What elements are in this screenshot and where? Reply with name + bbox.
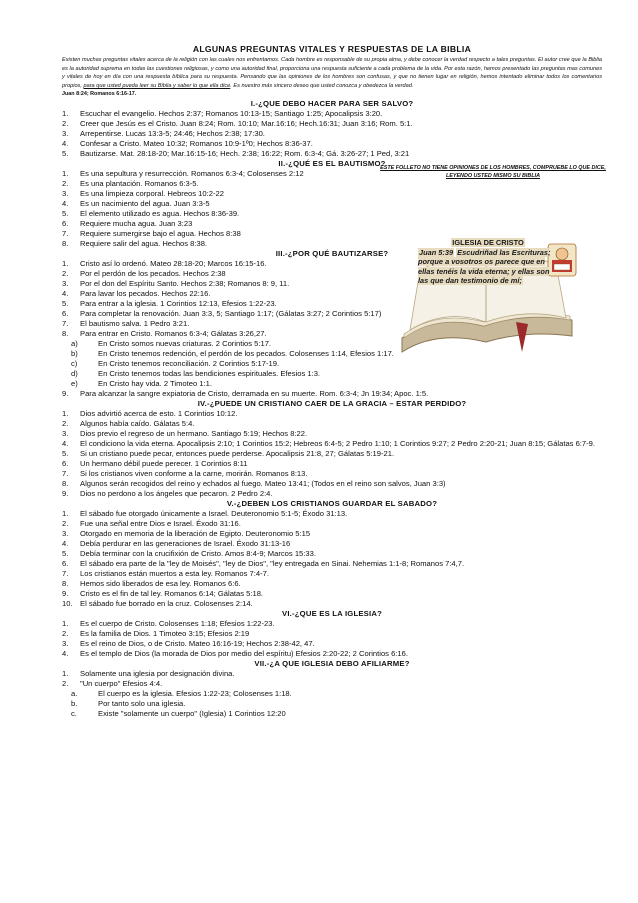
list-item-text: Dios advirtió acerca de esto. 1 Corintios 10:12. xyxy=(80,409,238,419)
list-item-number: 7. xyxy=(62,319,69,329)
list-item xyxy=(62,109,602,119)
list-item-number: 5. xyxy=(62,209,69,219)
list-item-number: 2. xyxy=(62,629,69,639)
list-item-number: 9. xyxy=(62,489,69,499)
list-item xyxy=(62,679,602,689)
list-item-number: 4. xyxy=(62,199,69,209)
list-item-text: Para entrar a la iglesia. 1 Corintios 12:13, Efesios 1:22-23. xyxy=(80,299,277,309)
list-item xyxy=(62,579,602,589)
list-item-text: Cristo es el fin de tal ley. Romanos 6:14; Gálatas 5:18. xyxy=(80,589,264,599)
list-item xyxy=(62,709,602,719)
list-item-number: 2. xyxy=(62,119,69,129)
list-item-text: Los cristianos están muertos a esta ley. Romanos 7:4-7. xyxy=(80,569,269,579)
list-item-text: Por el don del Espíritu Santo. Hechos 2:38; Romanos 8: 9, 11. xyxy=(80,279,290,289)
list-item-number: 1. xyxy=(62,509,69,519)
list-item-number: 4. xyxy=(62,289,69,299)
list-item-text: Solamente una iglesia por designación divina. xyxy=(80,669,235,679)
list-item xyxy=(62,489,602,499)
section-heading: II.-¿QUÉ ES EL BAUTISMO? xyxy=(278,159,386,169)
list-item xyxy=(62,619,602,629)
list-item-text: Un hermano débil puede perecer. 1 Corintios 8:11 xyxy=(80,459,248,469)
image-verse: Juan 5:39 Escudriñad las Escrituras; porque a vosotros os parece que en ellas tenéis la vida eterna; y ellas son las que dan testimonio de mí; xyxy=(418,247,551,286)
list-item-text: Para alcanzar la sangre expiatoria de Cristo, derramada en su muerte. Rom. 6:3-4; Jn 19:34; Apoc. 1:5. xyxy=(80,389,429,399)
list-item xyxy=(62,119,602,129)
list-item-text: Requiere sumergirse bajo el agua. Hechos 8:38 xyxy=(80,229,241,239)
list-item xyxy=(62,569,602,579)
list-item xyxy=(62,549,602,559)
list-item-text: En Cristo tenemos todas las bendiciones espirituales. Efesios 1:3. xyxy=(98,369,321,379)
list-item-number: 4. xyxy=(62,649,69,659)
list-item-number: 5. xyxy=(62,549,69,559)
list-item-text: Si los cristianos viven conforme a la carne, morirán. Romanos 8:13. xyxy=(80,469,308,479)
sections-list xyxy=(62,99,602,719)
list-item xyxy=(62,419,602,429)
list-item-number: 6. xyxy=(62,459,69,469)
section-heading: VII.-¿A QUE IGLESIA DEBO AFILIARME? xyxy=(254,659,410,669)
list-item-text: Escuchar el evangelio. Hechos 2:37; Romanos 10:13-15; Santiago 1:25; Apocalipsis 3:20. xyxy=(80,109,383,119)
list-item-number: 4. xyxy=(62,139,69,149)
list-item-number: 4. xyxy=(62,539,69,549)
list-item xyxy=(62,429,602,439)
list-item-number: 8. xyxy=(62,579,69,589)
list-item xyxy=(62,409,602,419)
list-item-text: El sábado era parte de la "ley de Moisés", "ley de Dios", "ley entregada en Sinai. Nehemias 1:1-8; Romanos 7:4,7. xyxy=(80,559,465,569)
list-item-text: Es una limpieza corporal. Hebreos 10:2-22 xyxy=(80,189,224,199)
list-item xyxy=(62,389,602,399)
list-item-number: b. xyxy=(71,699,78,709)
bible-image-text xyxy=(418,238,558,286)
list-item xyxy=(62,179,602,189)
list-item-number: 7. xyxy=(62,569,69,579)
list-item xyxy=(62,559,602,569)
list-item xyxy=(62,599,602,609)
list-item xyxy=(62,639,602,649)
list-item-number: 10. xyxy=(62,599,73,609)
list-item-number: 6. xyxy=(62,219,69,229)
list-item-number: 1. xyxy=(62,409,69,419)
bible-note: ESTE FOLLETO NO TIENE OPINIONES DE LOS HOMBRES, COMPRUEBE LO QUE DICE, LEYENDO USTED MISMO SU BIBLIA xyxy=(380,165,606,179)
list-item-text: Para lavar los pecados. Hechos 22:16. xyxy=(80,289,211,299)
list-item-text: Para entrar en Cristo. Romanos 6:3-4; Gálatas 3:26,27. xyxy=(80,329,267,339)
list-item-text: El sábado fue borrado en la cruz. Colosenses 2:14. xyxy=(80,599,253,609)
list-item-number: 1. xyxy=(62,169,69,179)
list-item-number: e) xyxy=(71,379,78,389)
list-item-number: c. xyxy=(71,709,77,719)
list-item-number: 3. xyxy=(62,129,69,139)
section-heading: III.-¿POR QUÉ BAUTIZARSE? xyxy=(275,249,389,259)
list-item-text: Requiere salir del agua. Hechos 8:38. xyxy=(80,239,208,249)
list-item xyxy=(62,369,602,379)
document-page xyxy=(62,44,602,719)
list-item xyxy=(62,589,602,599)
list-item-text: El elemento utilizado es agua. Hechos 8:36-39. xyxy=(80,209,240,219)
list-item-text: Es el cuerpo de Cristo. Colosenses 1:18; Efesios 1:22-23. xyxy=(80,619,275,629)
list-item-number: d) xyxy=(71,369,78,379)
list-item-text: Para completar la renovación. Juan 3:3, 5; Santiago 1:17; (Gálatas 3:27; 2 Corintios 5:17) xyxy=(80,309,382,319)
list-item-text: Por tanto solo una iglesia. xyxy=(98,699,186,709)
list-item xyxy=(62,479,602,489)
list-item-number: 2. xyxy=(62,519,69,529)
list-item-text: Cristo así lo ordenó. Mateo 28:18-20; Marcos 16:15-16. xyxy=(80,259,267,269)
list-item xyxy=(62,539,602,549)
list-item-number: 3. xyxy=(62,639,69,649)
section-heading: V.-¿DEBEN LOS CRISTIANOS GUARDAR EL SABADO? xyxy=(226,499,438,509)
list-item xyxy=(62,359,602,369)
list-item xyxy=(62,459,602,469)
list-item-number: 8. xyxy=(62,479,69,489)
list-item-text: Es un nacimiento del agua. Juan 3:3-5 xyxy=(80,199,210,209)
list-item-text: Por el perdón de los pecados. Hechos 2:38 xyxy=(80,269,226,279)
list-item-number: 6. xyxy=(62,559,69,569)
list-item-text: En Cristo hay vida. 2 Timoteo 1:1. xyxy=(98,379,212,389)
list-item-text: Debía terminar con la crucifixión de Cristo. Amos 8:4-9; Marcos 15:33. xyxy=(80,549,316,559)
list-item-number: 5. xyxy=(62,149,69,159)
list-item xyxy=(62,219,602,229)
section-heading: IV.-¿PUEDE UN CRISTIANO CAER DE LA GRACIA – ESTAR PERDIDO? xyxy=(197,399,467,409)
list-item xyxy=(62,199,602,209)
intro-paragraph xyxy=(62,56,602,90)
list-item xyxy=(62,139,602,149)
list-item xyxy=(62,669,602,679)
list-item-text: Fue una señal entre Dios e Israel. Éxodo 31:16. xyxy=(80,519,241,529)
list-item-number: 2. xyxy=(62,679,69,689)
list-item xyxy=(62,439,602,449)
list-item xyxy=(62,149,602,159)
list-item xyxy=(62,689,602,699)
list-item-number: 8. xyxy=(62,329,69,339)
list-item-text: Otorgado en memoria de la liberación de Egipto. Deuteronomio 5:15 xyxy=(80,529,311,539)
intro-underlined: para que usted pueda leer su Biblia y saber lo que ella dice xyxy=(83,82,231,89)
image-heading: IGLESIA DE CRISTO xyxy=(452,238,524,247)
list-item-text: Es el reino de Dios, o de Cristo. Mateo 16:16-19; Hechos 2:38-42, 47. xyxy=(80,639,315,649)
list-item xyxy=(62,529,602,539)
list-item-text: El sábado fue otorgado únicamente a Israel. Deuteronomio 5:1-5; Éxodo 31:13. xyxy=(80,509,348,519)
list-item-number: 5. xyxy=(62,449,69,459)
list-item xyxy=(62,129,602,139)
list-item-number: 5. xyxy=(62,299,69,309)
list-item-number: 7. xyxy=(62,469,69,479)
intro-text-1: Existen muchas preguntas vitales acerca de la religión con las cuales nos enfrentamos. Cada hombre es responsable de su propia alma, y debe conocer la verdad respecto a tales preguntas. El autor cree que la Biblia es la autoridad suprema en todas las cuestiones religiosas, y como una autoridad final, proporciona una respuesta suficiente a cada problema de la vida. Por esta razón, hemos presentado las preguntas mas comunes y vitales de hoy en día con una respuesta bíblica para su respuesta. Pensando que las opiniones de los hombres son confusas, y que no tienen lugar en religión, hemos intentado eliminar todos los comentarios propios, xyxy=(62,57,602,89)
list-item-number: 9. xyxy=(62,589,69,599)
list-item-text: Hemos sido liberados de esa ley. Romanos 6:6. xyxy=(80,579,241,589)
list-item xyxy=(62,379,602,389)
list-item xyxy=(62,449,602,459)
list-item xyxy=(62,189,602,199)
intro-text-2: . Es nuestro más sincero deseo que usted conozca y obedezca la verdad. xyxy=(230,82,414,89)
list-item-text: Debía perdurar en las generaciones de Israel. Éxodo 31:13-16 xyxy=(80,539,291,549)
section-heading: VI.-¿QUE ES LA IGLESIA? xyxy=(282,609,382,619)
list-item-text: El bautismo salva. 1 Pedro 3:21. xyxy=(80,319,190,329)
list-item-number: 6. xyxy=(62,309,69,319)
list-item-number: 7. xyxy=(62,229,69,239)
list-item-text: Es la familia de Dios. 1 Timoteo 3:15; Efesios 2:19 xyxy=(80,629,250,639)
list-item-number: a. xyxy=(71,689,78,699)
list-item-text: Dios no perdono a los ángeles que pecaron. 2 Pedro 2:4. xyxy=(80,489,273,499)
list-item-text: Algunos serán recogidos del reino y echados al fuego. Mateo 13:41; (Todos en el reino son salvos, Juan 3:3) xyxy=(80,479,446,489)
list-item-text: "Un cuerpo" Efesios 4:4. xyxy=(80,679,163,689)
list-item-text: Es una sepultura y resurrección. Romanos 6:3-4; Colosenses 2:12 xyxy=(80,169,304,179)
list-item-number: c) xyxy=(71,359,78,369)
document-title: ALGUNAS PREGUNTAS VITALES Y RESPUESTAS DE LA BIBLIA xyxy=(192,44,472,54)
list-item-number: 1. xyxy=(62,109,69,119)
list-item-number: 3. xyxy=(62,429,69,439)
list-item-number: 1. xyxy=(62,259,69,269)
list-item-text: Confesar a Cristo. Mateo 10:32; Romanos 10:9-1º0; Hechos 8:36-37. xyxy=(80,139,313,149)
list-item-text: Bautizarse. Mat. 28:18-20; Mar.16:15-16; Hech. 2:38; 16:22; Rom. 6:3-4; Gá. 3:26-27; 1 Ped, 3:21 xyxy=(80,149,410,159)
list-item-number: 4. xyxy=(62,439,69,449)
list-item-text: Es una plantación. Romanos 6:3-5. xyxy=(80,179,199,189)
list-item-number: 2. xyxy=(62,269,69,279)
list-item-text: El cuerpo es la iglesia. Efesios 1:22-23; Colosenses 1:18. xyxy=(98,689,292,699)
list-item-text: Requiere mucha agua. Juan 3:23 xyxy=(80,219,193,229)
list-item xyxy=(62,649,602,659)
intro-reference: Juan 8:24; Romanos 6:16-17. xyxy=(62,91,137,98)
list-item-text: Algunos había caído. Gálatas 5:4. xyxy=(80,419,195,429)
list-item-text: En Cristo tenemos redención, el perdón de los pecados. Colosenses 1:14, Efesios 1:17. xyxy=(98,349,394,359)
list-item-number: a) xyxy=(71,339,78,349)
list-item-text: Dios previo el regreso de un hermano. Santiago 5:19; Hechos 8:22. xyxy=(80,429,308,439)
section-heading: I.-¿QUE DEBO HACER PARA SER SALVO? xyxy=(250,99,414,109)
list-item xyxy=(62,469,602,479)
list-item-number: 8. xyxy=(62,239,69,249)
list-item-number: 9. xyxy=(62,389,69,399)
list-item-number: 2. xyxy=(62,419,69,429)
list-item-number: 3. xyxy=(62,529,69,539)
list-item-text: Existe "solamente un cuerpo" (Iglesia) 1 Corintios 12:20 xyxy=(98,709,286,719)
list-item xyxy=(62,509,602,519)
list-item-text: Es el templo de Dios (la morada de Dios por medio del espíritu) Efesios 2:20-22; 2 Corintios 6:16. xyxy=(80,649,408,659)
list-item-text: El condiciono la vida eterna. Apocalipsis 2:10; 1 Corintios 15:2; Hebreos 6:4-5; 2 Pedro 1:10; 1 Corintios 9:27; 2 Pedro 2:20-21; Juan 8:15; Gálatas 6:7-9. xyxy=(80,439,596,449)
list-item-number: 1. xyxy=(62,619,69,629)
list-item-number: 2. xyxy=(62,179,69,189)
list-item-text: Arrepentirse. Lucas 13:3-5; 24:46; Hechos 2:38; 17:30. xyxy=(80,129,265,139)
list-item xyxy=(62,629,602,639)
list-item xyxy=(62,519,602,529)
list-item-text: En Cristo somos nuevas criaturas. 2 Corintios 5:17. xyxy=(98,339,272,349)
list-item-number: 3. xyxy=(62,189,69,199)
list-item-number: 1. xyxy=(62,669,69,679)
list-item-text: En Cristo tenemos reconciliación. 2 Corintios 5:17-19. xyxy=(98,359,280,369)
list-item-number: 3. xyxy=(62,279,69,289)
list-item-text: Creer que Jesús es el Cristo. Juan 8:24; Rom. 10:10; Mar.16:16; Hech.16:31; Juan 3:16; Rom. 5:1. xyxy=(80,119,413,129)
list-item xyxy=(62,209,602,219)
list-item-text: Si un cristiano puede pecar, entonces puede perderse. Apocalipsis 21:8, 27; Gálatas 5:19-21. xyxy=(80,449,395,459)
list-item-number: b) xyxy=(71,349,78,359)
list-item xyxy=(62,699,602,709)
